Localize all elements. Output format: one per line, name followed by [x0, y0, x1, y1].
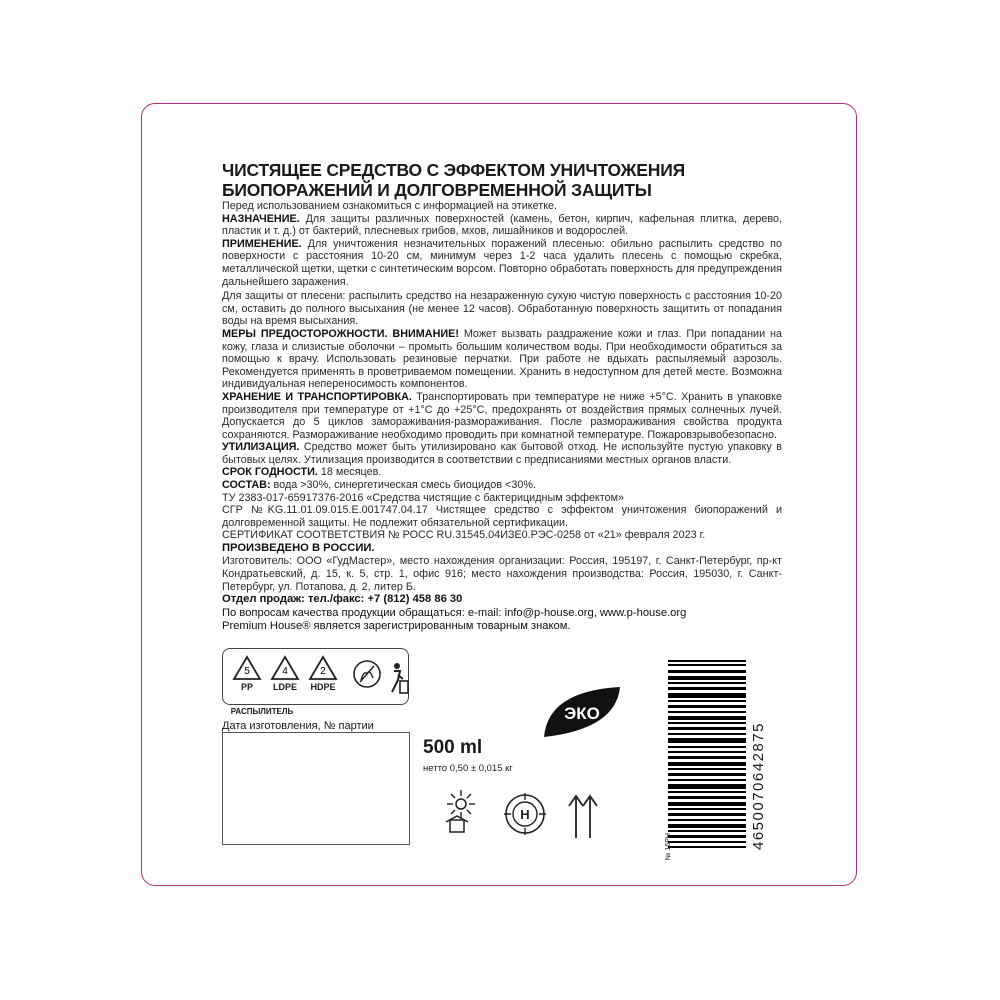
- storage-label: ХРАНЕНИЕ И ТРАНСПОРТИРОВКА.: [222, 390, 412, 403]
- recycle-triangle-icon: [308, 655, 338, 681]
- trademark-note: Premium House® является зарегистрированным товарным знаком.: [222, 620, 571, 633]
- product-title-line1: ЧИСТЯЩЕЕ СРЕДСТВО С ЭФФЕКТОМ УНИЧТОЖЕНИЯ: [222, 160, 685, 180]
- label-text-block: [222, 160, 782, 633]
- recycle-number: 4: [282, 666, 288, 677]
- production-date-label: Дата изготовления, № партии: [222, 720, 374, 732]
- barcode-digits: 4650070642875: [750, 722, 767, 850]
- storage-section: [222, 391, 782, 441]
- usage-text: Для уничтожения незначительных поражений плесенью: обильно распылить средство по поверхности с расстояния 10-20 см, минимум через 1-2 часа удалить плесень с помощью скребка, металлической щетки, щетки с синтетическим ворсом. Повторно обработать поверхность для предупреждения дальнейшего заражения.: [222, 237, 782, 288]
- purpose-text: Для защиты различных поверхностей (камень, бетон, кирпич, кафельная плитка, дерево, пластик и т. д.) от бактерий, плесневых грибов, мхов, лишайников и водорослей.: [222, 212, 782, 238]
- production-date-field: [222, 732, 410, 845]
- intro-text: Перед использованием ознакомиться с информацией на этикетке.: [222, 200, 558, 212]
- net-weight: нетто 0,50 ± 0,015 кг: [423, 763, 513, 774]
- temperature-limit-icon: [503, 792, 547, 836]
- disposal-text: Средство может быть утилизировано как бытовой отход. Не используйте пустую упаковку в бытовых целях. Утилизация производится в соответствии с предписаниями местных органов власти.: [222, 441, 782, 466]
- keep-from-sunlight-icon: [440, 788, 482, 836]
- shelf-life-section: [222, 466, 782, 479]
- recycle-symbol-ldpe: [267, 655, 303, 692]
- sprayer-label: РАСПЫЛИТЕЛЬ: [230, 707, 294, 716]
- product-title-line2: БИОПОРАЖЕНИЙ И ДОЛГОВРЕМЕННОЙ ЗАЩИТЫ: [222, 180, 652, 200]
- recycle-code: LDPE: [272, 682, 297, 692]
- eco-text: ЭКО: [564, 704, 600, 723]
- recycle-triangle-icon: [232, 655, 262, 681]
- manufacturer-text: Изготовитель: ООО «ГудМастер», место нахождения организации: Россия, 195197, г. Санкт-Петербург, пр-кт Кондратьевский, д. 15, к. 5, стр. 1, офис 916; место нахождения производства: Россия, 195030, г. Санкт-Петербург, ул. Потапова, д. 2, литер Б.: [222, 555, 782, 593]
- caution-section: [222, 328, 782, 391]
- recycle-code: PP: [240, 682, 253, 692]
- storage-text: Транспортировать при температуре не ниже +5°С. Хранить в упаковке производителя при температуре от +1°С до +25°С, предохранять от воздействия прямых солнечных лучей. Допускается до 5 циклов замораживания-размораживания. После размораживания свойства продукта сохраняются. Размораживание необходимо проводить при комнатной температуре. Пожаровзрывобезопасно.: [222, 390, 782, 441]
- made-in-russia: ПРОИЗВЕДЕНО В РОССИИ.: [222, 542, 375, 555]
- sales-contact: Отдел продаж: тел./факс: +7 (812) 458 86 30: [222, 593, 463, 606]
- shelf-life-label: СРОК ГОДНОСТИ.: [222, 466, 318, 479]
- certificate-text: СЕРТИФИКАТ СООТВЕТСТВИЯ № РОСС RU.31545.04ИЗЕ0.РЭС-0258 от «21» февраля 2023 г.: [222, 529, 706, 542]
- quality-contact: По вопросам качества продукции обращаться: e-mail: info@p-house.org, www.p-house.org: [222, 606, 687, 619]
- volume: 500 ml: [423, 737, 483, 758]
- composition-section: [222, 479, 782, 492]
- this-side-up-icon: [566, 792, 600, 840]
- disposal-label: УТИЛИЗАЦИЯ.: [222, 441, 300, 454]
- purpose-section: [222, 213, 782, 238]
- recycle-triangle-icon: [270, 655, 300, 681]
- recycle-symbol-hdpe: [305, 655, 341, 692]
- caution-text: Может вызвать раздражение кожи и глаз. При попадании на кожу, глаза и слизистые оболочки – промыть большим количеством воды. При необходимости обратиться за помощью к врачу. Использовать резиновые перчатки. При работе не вдыхать распыляемый аэрозоль. Рекомендуется применять в проветриваемом помещении. Хранить в недоступном для детей месте. Возможна индивидуальная непереносимость компонентов.: [222, 327, 782, 391]
- disposal-section: [222, 441, 782, 466]
- recycle-symbol-pp: [229, 655, 265, 692]
- recycle-code: HDPE: [310, 682, 336, 692]
- usage-section: [222, 238, 782, 288]
- trash-bin-icon: [388, 662, 410, 696]
- purpose-label: НАЗНАЧЕНИЕ.: [222, 212, 300, 225]
- composition-text: вода >30%, синергетическая смесь биоцидов <30%.: [270, 479, 536, 492]
- sgr-text: СГР №KG.11.01.09.015.E.001747.04.17 Чистящее средство с эффектом уничтожения биопоражений и долговременной защиты. Не подлежит обязательной сертификации.: [222, 504, 782, 529]
- recycle-number: 2: [320, 666, 326, 677]
- tu-text: ТУ 2383-017-65917376-2016 «Средства чистящие с бактерицидным эффектом»: [222, 491, 625, 504]
- eco-leaf-icon: [540, 683, 626, 739]
- composition-label: СОСТАВ:: [222, 479, 271, 492]
- no-burn-icon: [352, 658, 382, 694]
- usage-label: ПРИМЕНЕНИЕ.: [222, 237, 302, 250]
- shelf-life-text: 18 месяцев.: [317, 466, 382, 479]
- svg-text:H: H: [520, 807, 530, 822]
- caution-label: МЕРЫ ПРЕДОСТОРОЖНОСТИ. ВНИМАНИЕ!: [222, 327, 459, 340]
- lot-code: № 16РН: [665, 833, 672, 860]
- usage-protection-text: Для защиты от плесени: распылить средство на незараженную сухую чистую поверхность с расстояния 10-20 см, оставить до полного высыхания (не менее 12 часов). Обработанную поверхность защитить от попадания воды на время высыхания.: [222, 290, 782, 328]
- recycle-number: 5: [244, 666, 250, 677]
